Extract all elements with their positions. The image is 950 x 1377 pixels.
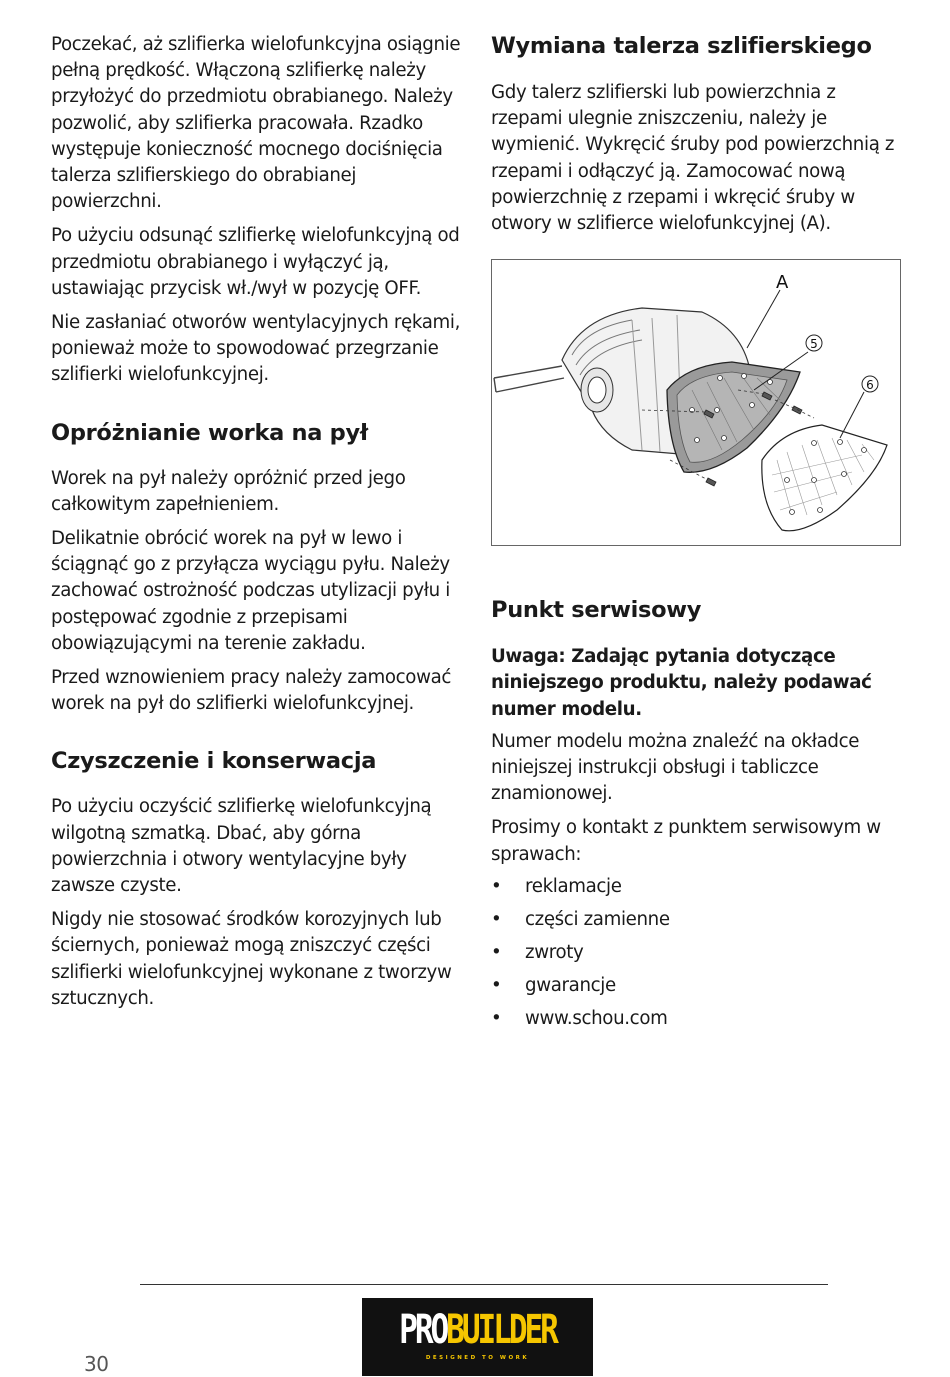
- label-5: 5: [810, 337, 818, 352]
- intro-paragraph-3: Nie zasłaniać otworów wentylacyjnych rękami, ponieważ może to spowodować przegrzanie szlifierki wielofunkcyjnej.: [51, 312, 461, 386]
- service-heading: Punkt serwisowy: [491, 597, 702, 624]
- service-note: Uwaga: Zadając pytania dotyczące niniejszego produktu, należy podawać numer modelu.: [491, 646, 872, 720]
- dust-bag-heading: Opróżnianie worka na pył: [51, 419, 368, 446]
- dust-bag-paragraph-1: Worek na pył należy opróżnić przed jego całkowitym zapełnieniem.: [51, 467, 406, 515]
- sander-pad-diagram: [491, 259, 901, 546]
- pad-replacement-paragraph: Gdy talerz szlifierski lub powierzchnia z rzepami ulegnie zniszczeniu, należy je wymienić. Wykręcić śruby pod powierzchnią z rzepami i odłączyć ją. Zamocować nową powierzchnię z rzepami i wkręcić śruby w otwory w szlifierce wielofunkcyjnej (A).: [491, 82, 895, 235]
- pad-replacement-heading: Wymiana talerza szlifierskiego: [491, 33, 872, 59]
- service-paragraph-1: Numer modelu można znaleźć na okładce niniejszej instrukcji obsługi i tabliczce znamionowej.: [491, 730, 860, 805]
- footer-divider: [140, 1284, 828, 1285]
- sander-illustration: [492, 260, 902, 547]
- logo-wordmark: [387, 1306, 567, 1354]
- cleaning-heading: Czyszczenie i konserwacja: [51, 748, 377, 775]
- service-topics-list: [491, 870, 906, 1035]
- service-paragraph-2: Prosimy o kontakt z punktem serwisowym w sprawach:: [491, 817, 881, 865]
- label-6: 6: [866, 378, 874, 393]
- dust-bag-paragraph-2: Delikatnie obrócić worek na pył w lewo i ściągnąć go z przyłącza wyciągu pyłu. Należy zachować ostrożność podczas utylizacji pyłu i postępować zgodnie z przepisami obowiązującymi na terenie zakładu.: [51, 528, 450, 654]
- probuilder-logo: [362, 1298, 593, 1376]
- cleaning-paragraph-2: Nigdy nie stosować środków korozyjnych lub ściernych, ponieważ mogą zniszczyć części szlifierki wielofunkcyjnej wykonane z tworzyw sztucznych.: [51, 909, 452, 1009]
- logo-tagline: DESIGNED TO WORK: [425, 1355, 530, 1361]
- dust-bag-paragraph-3: Przed wznowieniem pracy należy zamocować worek na pył do szlifierki wielofunkcyjnej.: [51, 667, 452, 715]
- label-a: A: [776, 272, 789, 294]
- right-column: [491, 32, 906, 1035]
- cleaning-paragraph-1: Po użyciu oczyścić szlifierkę wielofunkcyjną wilgotną szmatką. Dbać, aby górna powierzchnia i otwory wentylacyjne były zawsze czyste.: [51, 796, 432, 897]
- list-item: • części zamienne: [491, 903, 906, 936]
- logo-pro: PRO: [399, 1307, 447, 1353]
- logo-builder: BUILDER: [446, 1307, 556, 1353]
- page-number: 30: [84, 1352, 109, 1376]
- list-item: • www.schou.com: [491, 1002, 906, 1035]
- intro-paragraph-1: Poczekać, aż szlifierka wielofunkcyjna osiągnie pełną prędkość. Włączoną szlifierkę należy przyłożyć do przedmiotu obrabianego. Należy pozwolić, aby szlifierka pracowała. Rzadko występuje konieczność mocnego dociśnięcia talerza szlifierskiego do obrabianej powierzchni.: [51, 34, 461, 213]
- list-item: • zwroty: [491, 936, 906, 969]
- left-column: [51, 32, 471, 1020]
- list-item: • reklamacje: [491, 870, 906, 903]
- intro-paragraph-2: Po użyciu odsunąć szlifierkę wielofunkcyjną od przedmiotu obrabianego i wyłączyć ją, ustawiając przycisk wł./wył w pozycję OFF.: [51, 225, 460, 299]
- list-item: • gwarancje: [491, 969, 906, 1002]
